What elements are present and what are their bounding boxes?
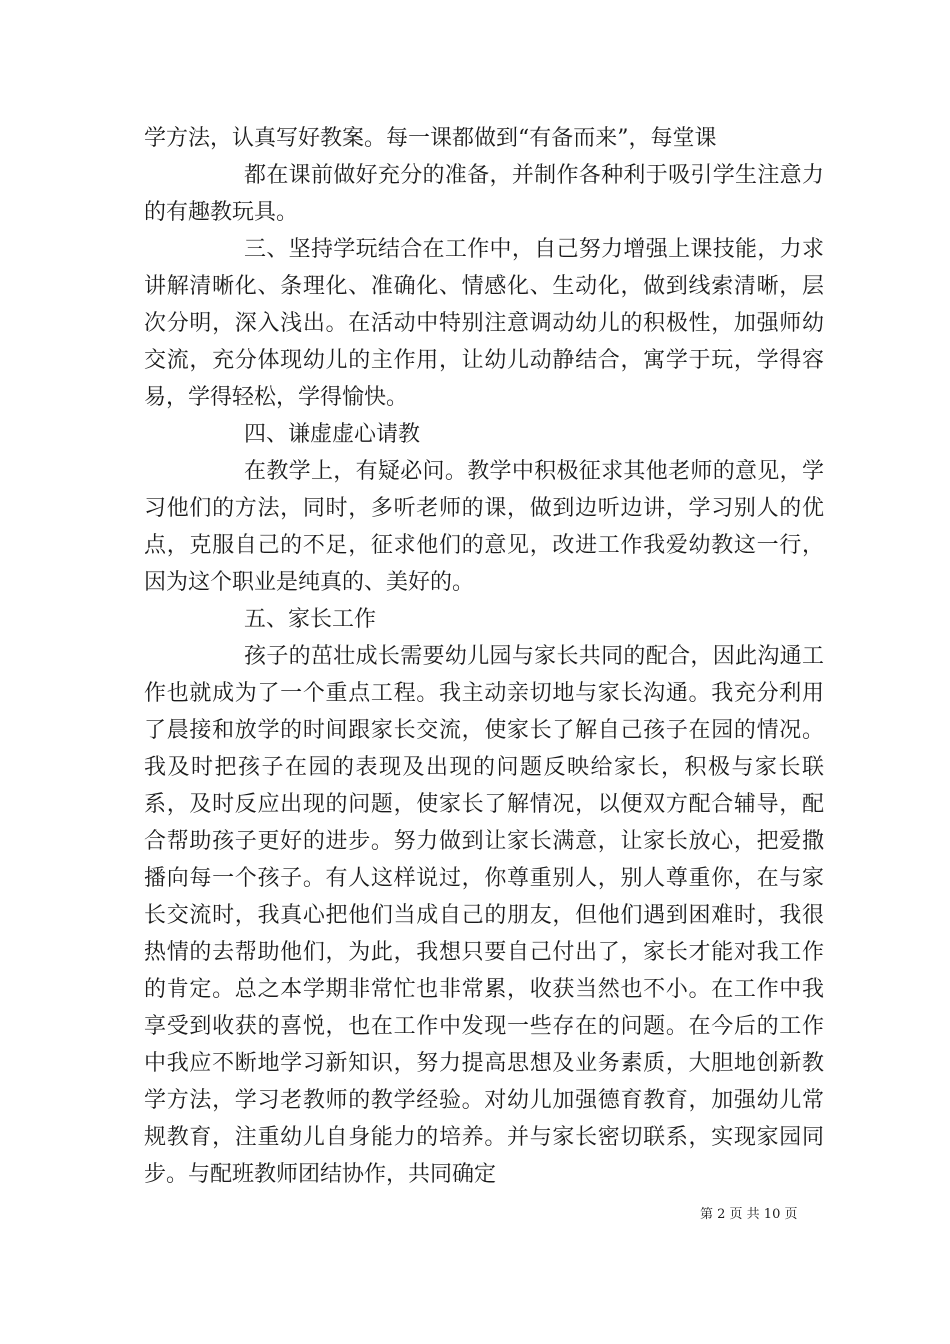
section-heading-5: 五、家长工作 bbox=[244, 607, 377, 632]
section-heading-4: 四、谦虚虚心请教 bbox=[244, 422, 421, 447]
paragraph-7: 孩子的茁壮成长需要幼儿园与家长共同的配合，因此沟通工作也就成为了一个重点工程。我主动亲切地与家长沟通。我充分利用了晨接和放学的时间跟家长交流，使家长了解自己孩子在园的情况。我及时把孩子在园的表现及出现的问题反映给家长，积极与家长联系，及时反应出现的问题，使家长了解情况，以便双方配合辅导，配合帮助孩子更好的进步。努力做到让家长满意，让家长放心，把爱撒播向每一个孩子。有人这样说过，你尊重别人，别人尊重你，在与家长交流时，我真心把他们当成自己的朋友，但他们遇到困难时，我很热情的去帮助他们，为此，我想只要自己付出了，家长才能对我工作的肯定。总之本学期非常忙也非常累，收获当然也不小。在工作中我享受到收获的喜悦，也在工作中发现一些存在的问题。在今后的工作中我应不断地学习新知识，努力提高思想及业务素质，大胆地创新教学方法，学习老教师的教学经验。对幼儿加强德育教育，加强幼儿常规教育，注重幼儿自身能力的培养。并与家长密切联系，实现家园同步。与配班教师团结协作，共同确定 bbox=[144, 644, 824, 1187]
paragraph-1: 学方法，认真写好教案。每一课都做到“有备而来”，每堂课 bbox=[144, 126, 717, 151]
page-number-footer: 第 2 页 共 10 页 bbox=[700, 1207, 798, 1222]
paragraph-2: 都在课前做好充分的准备，并制作各种利于吸引学生注意力的有趣教玩具。 bbox=[144, 163, 824, 225]
paragraph-5: 在教学上，有疑必问。教学中积极征求其他老师的意见，学习他们的方法，同时，多听老师的课，做到边听边讲，学习别人的优点，克服自己的不足，征求他们的意见，改进工作我爱幼教这一行，因为这个职业是纯真的、美好的。 bbox=[144, 459, 824, 595]
paragraph-3: 三、坚持学玩结合在工作中，自己努力增强上课技能，力求讲解清晰化、条理化、准确化、情感化、生动化，做到线索清晰，层次分明，深入浅出。在活动中特别注意调动幼儿的积极性，加强师幼交流，充分体现幼儿的主作用，让幼儿动静结合，寓学于玩，学得容易，学得轻松，学得愉快。 bbox=[144, 237, 824, 410]
body-text bbox=[144, 120, 824, 1193]
